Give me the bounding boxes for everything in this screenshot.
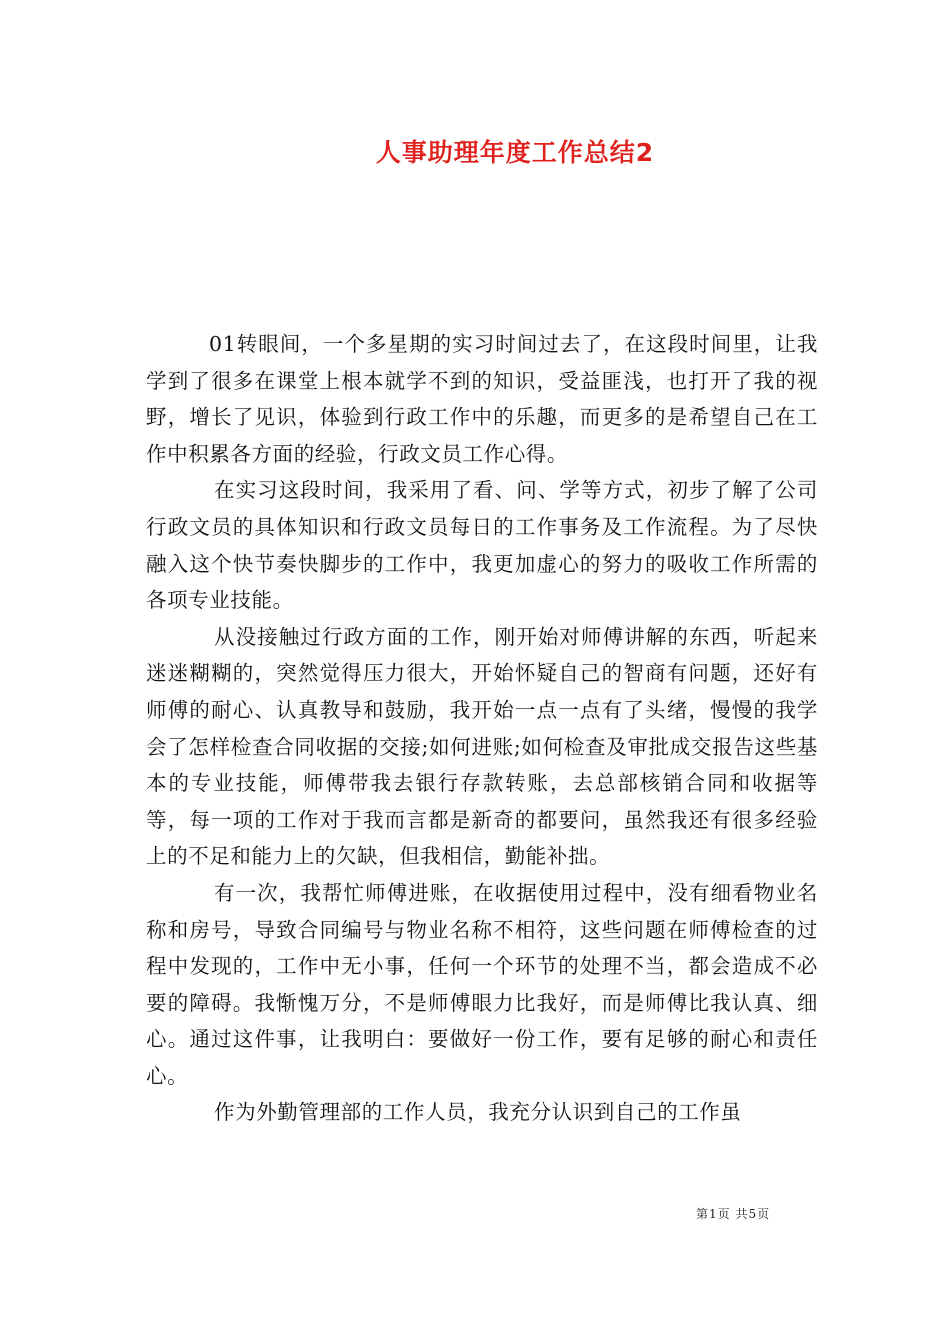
page-number-footer: 第1页 共5页	[696, 1207, 771, 1221]
paragraph-3: 从没接触过行政方面的工作，刚开始对师傅讲解的东西，听起来迷迷糊糊的，突然觉得压力很大，开始怀疑自己的智商有问题，还好有师傅的耐心、认真教导和鼓励，我开始一点一点有了头绪，慢慢的我学会了怎样检查合同收据的交接;如何进账;如何检查及审批成交报告这些基本的专业技能，师傅带我去银行存款转账，去总部核销合同和收据等等，每一项的工作对于我而言都是新奇的都要问，虽然我还有很多经验上的不足和能力上的欠缺，但我相信，勤能补拙。	[146, 624, 818, 869]
paragraph-1: 01转眼间，一个多星期的实习时间过去了，在这段时间里，让我学到了很多在课堂上根本就学不到的知识，受益匪浅，也打开了我的视野，增长了见识，体验到行政工作中的乐趣，而更多的是希望自己在工作中积累各方面的经验，行政文员工作心得。	[146, 332, 818, 466]
document-title: 人事助理年度工作总结2	[375, 138, 655, 167]
paragraph-2: 在实习这段时间，我采用了看、问、学等方式，初步了解了公司行政文员的具体知识和行政文员每日的工作事务及工作流程。为了尽快融入这个快节奏快脚步的工作中，我更加虚心的努力的吸收工作所需的各项专业技能。	[146, 478, 818, 613]
paragraph-5: 作为外勤管理部的工作人员，我充分认识到自己的工作虽	[214, 1100, 742, 1125]
paragraph-4: 有一次，我帮忙师傅进账，在收据使用过程中，没有细看物业名称和房号，导致合同编号与物业名称不相符，这些问题在师傅检查的过程中发现的，工作中无小事，任何一个环节的处理不当，都会造成不必要的障碍。我惭愧万分，不是师傅眼力比我好，而是师傅比我认真、细心。通过这件事，让我明白：要做好一份工作，要有足够的耐心和责任心。	[146, 880, 818, 1088]
document-body	[146, 326, 818, 1131]
